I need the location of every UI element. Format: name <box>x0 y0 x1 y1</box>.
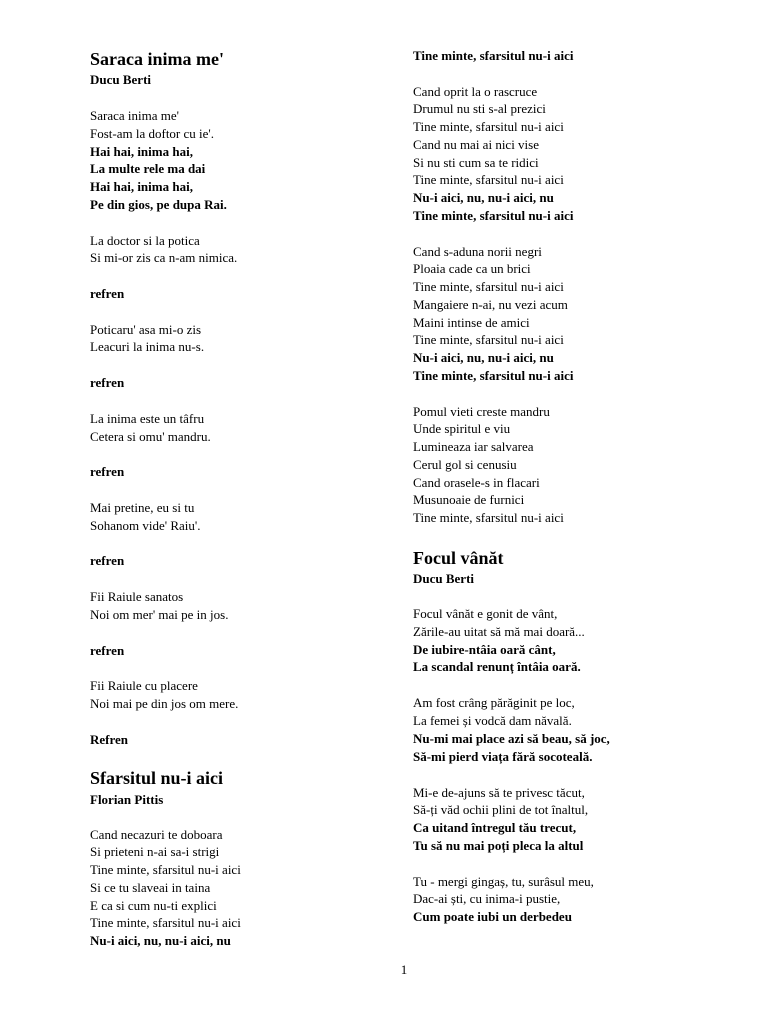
lyric-line: Nu-i aici, nu, nu-i aici, nu <box>90 933 231 948</box>
lyric-line: Noi om mer' mai pe in jos. <box>90 607 229 622</box>
lyric-line: Fost-am la doftor cu ie'. <box>90 126 215 141</box>
lyric-line: La doctor si la potica <box>90 233 200 248</box>
lyric-line: Cand necazuri te doboara <box>90 827 223 842</box>
lyric-line: Si mi-or zis ca n-am nimica. <box>90 250 238 265</box>
lyric-line: Cand oprit la o rascruce <box>413 84 538 99</box>
song-title: Sfarsitul nu-i aici <box>90 768 224 788</box>
lyric-line: Să-mi pierd viața fără socoteală. <box>413 749 593 764</box>
page-number: 1 <box>400 962 408 977</box>
lyric-line: Nu-i aici, nu, nu-i aici, nu <box>413 190 554 205</box>
lyric-line: La femei și vodcă dam năvală. <box>413 713 572 728</box>
refrain-marker: refren <box>90 553 125 568</box>
lyric-line: E ca si cum nu-ti explici <box>90 898 217 913</box>
lyric-line: Musunoaie de furnici <box>413 492 525 507</box>
refrain-marker: refren <box>90 643 125 658</box>
lyric-line: Tu - mergi gingaș, tu, surâsul meu, <box>413 874 594 889</box>
lyric-line: Cand s-aduna norii negri <box>413 244 542 259</box>
lyric-line: Mi-e de-ajuns să te privesc tăcut, <box>413 785 585 800</box>
lyric-line: La multe rele ma dai <box>90 161 206 176</box>
lyric-line: Hai hai, inima hai, <box>90 179 193 194</box>
lyric-line: Cum poate iubi un derbedeu <box>413 909 572 924</box>
lyric-line: Mai pretine, eu si tu <box>90 500 195 515</box>
lyric-line: Tine minte, sfarsitul nu-i aici <box>413 172 564 187</box>
lyric-line: Să-ți văd ochii plini de tot înaltul, <box>413 802 589 817</box>
lyric-line: Si ce tu slaveai in taina <box>90 880 211 895</box>
lyric-line: Cand nu mai ai nici vise <box>413 137 540 152</box>
lyric-line: Tu să nu mai poți pleca la altul <box>413 838 584 853</box>
lyric-line: Am fost crâng părăginit pe loc, <box>413 695 575 710</box>
lyric-line: Pe din gios, pe dupa Rai. <box>90 197 227 212</box>
lyric-line: Cetera si omu' mandru. <box>90 429 211 444</box>
lyric-line: La scandal renunț întâia oară. <box>413 659 581 674</box>
refrain-marker: refren <box>90 286 125 301</box>
lyric-line: Zările-au uitat să mă mai doară... <box>413 624 585 639</box>
lyric-line: Si nu sti cum sa te ridici <box>413 155 539 170</box>
refrain-marker: Refren <box>90 732 129 747</box>
lyric-line: Hai hai, inima hai, <box>90 144 193 159</box>
lyric-line: Nu-mi mai place azi să beau, să joc, <box>413 731 610 746</box>
lyric-line: Maini intinse de amici <box>413 315 530 330</box>
song-author: Ducu Berti <box>90 72 152 87</box>
lyric-line: Nu-i aici, nu, nu-i aici, nu <box>413 350 554 365</box>
lyric-line: Fii Raiule cu placere <box>90 678 198 693</box>
lyric-line: Tine minte, sfarsitul nu-i aici <box>90 915 241 930</box>
lyric-line: Dac-ai ști, cu inima-i pustie, <box>413 891 561 906</box>
lyric-line: Sohanom vide' Raiu'. <box>90 518 201 533</box>
lyric-line: Tine minte, sfarsitul nu-i aici <box>413 279 564 294</box>
lyric-line: Tine minte, sfarsitul nu-i aici <box>413 510 564 525</box>
lyric-line: Leacuri la inima nu-s. <box>90 339 205 354</box>
song-author: Ducu Berti <box>413 571 475 586</box>
song-author: Florian Pittis <box>90 792 164 807</box>
lyric-line: Mangaiere n-ai, nu vezi acum <box>413 297 568 312</box>
lyric-line: Focul vânăt e gonit de vânt, <box>413 606 558 621</box>
lyric-line: Ploaia cade ca un brici <box>413 261 531 276</box>
lyric-line: Tine minte, sfarsitul nu-i aici <box>413 208 574 223</box>
lyric-line: De iubire-ntâia oară cânt, <box>413 642 556 657</box>
lyric-line: Si prieteni n-ai sa-i strigi <box>90 844 220 859</box>
lyric-line: Cand orasele-s in flacari <box>413 475 540 490</box>
refrain-marker: refren <box>90 464 125 479</box>
lyric-line: Unde spiritul e viu <box>413 421 511 436</box>
lyric-line: Drumul nu sti s-al prezici <box>413 101 546 116</box>
lyric-line: Tine minte, sfarsitul nu-i aici <box>413 119 564 134</box>
lyric-line: Cerul gol si cenusiu <box>413 457 517 472</box>
lyric-line: La inima este un tâfru <box>90 411 205 426</box>
lyric-line: Fii Raiule sanatos <box>90 589 184 604</box>
song-title: Saraca inima me' <box>90 49 224 69</box>
lyric-line: Poticaru' asa mi-o zis <box>90 322 202 337</box>
lyric-line: Tine minte, sfarsitul nu-i aici <box>413 368 574 383</box>
lyric-line: Saraca inima me' <box>90 108 179 123</box>
refrain-marker: refren <box>90 375 125 390</box>
lyric-line: Lumineaza iar salvarea <box>413 439 534 454</box>
lyric-line: Tine minte, sfarsitul nu-i aici <box>413 332 564 347</box>
lyric-line: Tine minte, sfarsitul nu-i aici <box>90 862 241 877</box>
song-title: Focul vânăt <box>413 548 504 568</box>
lyric-line: Noi mai pe din jos om mere. <box>90 696 239 711</box>
lyric-line: Tine minte, sfarsitul nu-i aici <box>413 48 574 63</box>
lyric-line: Pomul vieti creste mandru <box>413 404 550 419</box>
lyric-line: Ca uitand întregul tău trecut, <box>413 820 577 835</box>
